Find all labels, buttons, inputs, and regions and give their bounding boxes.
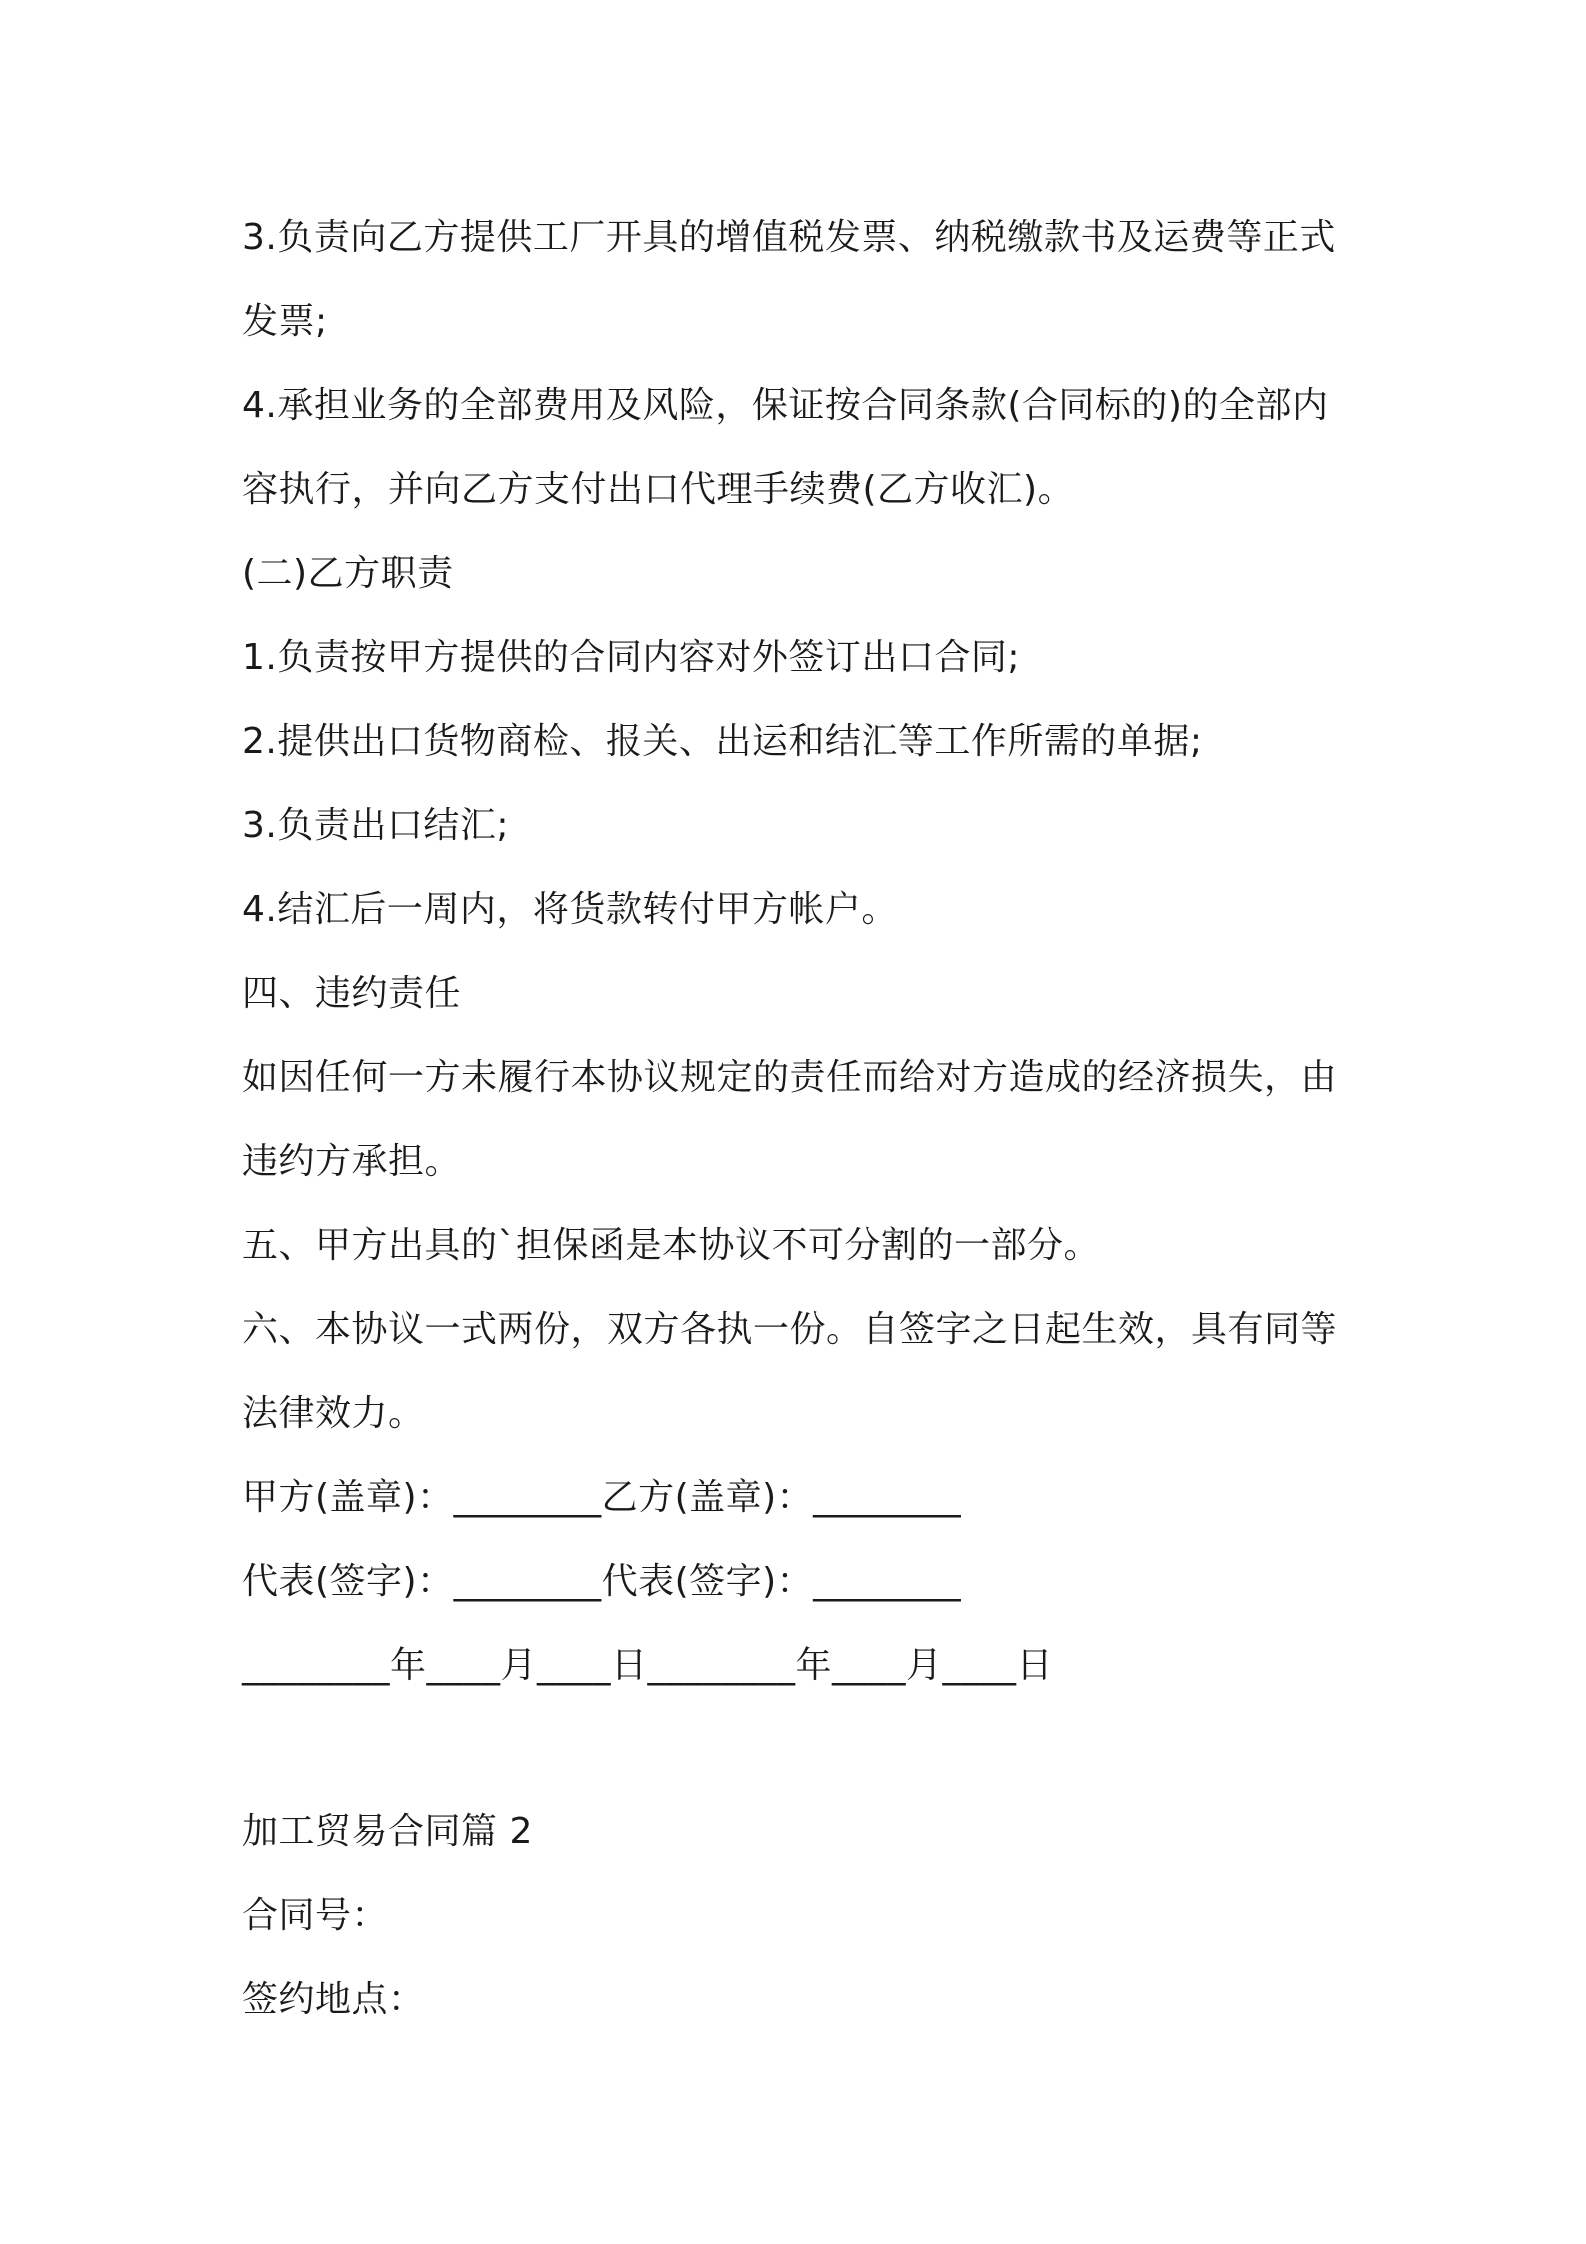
document-page [242,196,1362,2042]
signature-line: 甲方(盖章)：________乙方(盖章)：________ [242,1477,962,1518]
text-line: 4.承担业务的全部费用及风险，保证按合同条款(合同标的)的全部内 [242,385,1329,426]
section-heading: 四、违约责任 [242,973,462,1014]
section-heading: (二)乙方职责 [242,553,454,594]
text-line: 五、甲方出具的`担保函是本协议不可分割的一部分。 [242,1225,1101,1266]
text-line: 违约方承担。 [242,1141,462,1182]
text-line: 2.提供出口货物商检、报关、出运和结汇等工作所需的单据; [242,721,1203,762]
text-line: 1.负责按甲方提供的合同内容对外签订出口合同; [242,637,1020,678]
text-line: 3.负责出口结汇; [242,805,509,846]
section-spacer [242,1708,1362,1790]
signature-line: 代表(签字)：________代表(签字)：________ [242,1561,962,1602]
signing-place-label: 签约地点： [242,1979,425,2020]
date-line: ________年____月____日________年____月____日 [242,1645,1053,1686]
text-line: 发票; [242,301,328,342]
contract-number-label: 合同号： [242,1895,389,1936]
text-line: 容执行，并向乙方支付出口代理手续费(乙方收汇)。 [242,469,1075,510]
text-line: 法律效力。 [242,1393,425,1434]
section-title: 加工贸易合同篇 2 [242,1811,533,1852]
text-line: 六、本协议一式两份，双方各执一份。自签字之日起生效，具有同等 [242,1309,1338,1350]
text-line: 如因任何一方未履行本协议规定的责任而给对方造成的经济损失，由 [242,1057,1338,1098]
text-line: 4.结汇后一周内，将货款转付甲方帐户。 [242,889,898,930]
text-line: 3.负责向乙方提供工厂开具的增值税发票、纳税缴款书及运费等正式 [242,217,1336,258]
